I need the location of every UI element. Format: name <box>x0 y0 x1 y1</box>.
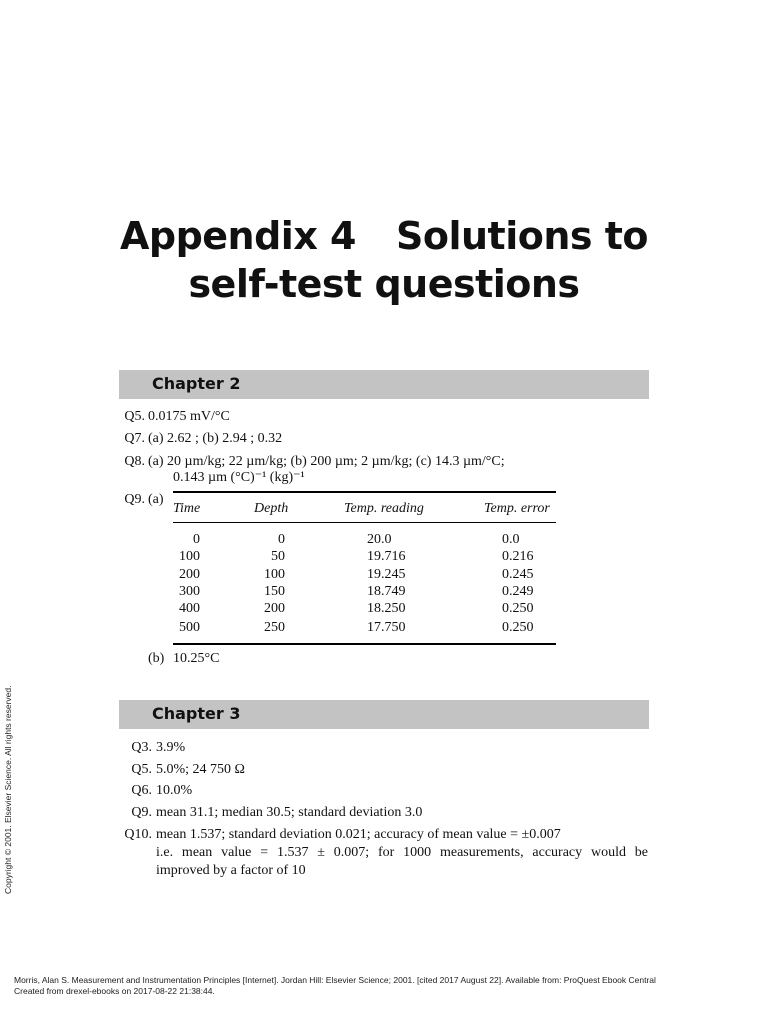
ch2-q9-part-a: (a) <box>148 492 164 507</box>
table-header-time: Time <box>173 501 201 516</box>
ch3-q10-answer-line1: mean 1.537; standard deviation 0.021; accuracy of mean value = ±0.007 <box>156 827 561 842</box>
cell-temp-reading: 18.749 <box>367 584 406 599</box>
ch3-q3-answer: 3.9% <box>156 740 186 755</box>
cell-temp-reading: 19.716 <box>367 549 406 564</box>
cell-time: 500 <box>179 620 200 635</box>
ch2-q7-answer: (a) 2.62 ; (b) 2.94 ; 0.32 <box>148 431 283 446</box>
cell-depth: 50 <box>271 549 285 564</box>
ch2-q9-answer-b: 10.25°C <box>173 651 220 666</box>
cell-temp-error: 0.250 <box>502 601 534 616</box>
cell-time: 300 <box>179 584 200 599</box>
ch3-q5-number: Q5. <box>131 762 152 777</box>
table-top-rule <box>173 491 556 493</box>
title-line2: self-test questions <box>188 262 580 306</box>
ch2-q8-number: Q8. <box>124 454 145 469</box>
chapter-2-heading-bar <box>119 370 649 399</box>
cell-time: 200 <box>179 567 200 582</box>
ch3-q10-number: Q10. <box>124 827 152 842</box>
cell-depth: 250 <box>264 620 285 635</box>
ch2-q9-number: Q9. <box>124 492 145 507</box>
cell-temp-reading: 17.750 <box>367 620 406 635</box>
chapter-3-heading: Chapter 3 <box>152 704 241 723</box>
cell-depth: 100 <box>264 567 285 582</box>
cell-time: 400 <box>179 601 200 616</box>
table-header-temp-error: Temp. error <box>484 501 550 516</box>
table-header-rule <box>173 522 556 523</box>
ch3-q10-answer-line2: i.e. mean value = 1.537 ± 0.007; for 1000 measurements, accuracy would be <box>156 845 648 860</box>
title-line1a: Appendix 4 <box>119 214 356 258</box>
cell-depth: 150 <box>264 584 285 599</box>
ch2-q5-number: Q5. <box>124 409 145 424</box>
ch3-q6-number: Q6. <box>131 783 152 798</box>
citation-footer-line2: Created from drexel-ebooks on 2017-08-22 21:38:44. <box>14 986 215 996</box>
table-header-temp-reading: Temp. reading <box>344 501 424 516</box>
citation-footer-line1: Morris, Alan S. Measurement and Instrumentation Principles [Internet]. Jordan Hill: Elsevier Science; 2001. [cited 2017 August 22]. Available from: ProQuest Ebook Central <box>14 975 656 985</box>
cell-temp-reading: 19.245 <box>367 567 406 582</box>
page-title <box>0 212 768 308</box>
ch3-q9-number: Q9. <box>131 805 152 820</box>
table-header-depth: Depth <box>254 501 289 516</box>
cell-temp-reading: 20.0 <box>367 532 392 547</box>
cell-temp-error: 0.216 <box>502 549 534 564</box>
cell-temp-error: 0.0 <box>502 532 520 547</box>
ch2-q5-answer: 0.0175 mV/°C <box>148 409 230 424</box>
cell-temp-reading: 18.250 <box>367 601 406 616</box>
chapter-2-heading: Chapter 2 <box>152 374 241 393</box>
copyright-notice: Copyright © 2001. Elsevier Science. All rights reserved. <box>3 685 13 894</box>
chapter-3-heading-bar <box>119 700 649 729</box>
cell-depth: 0 <box>278 532 285 547</box>
cell-temp-error: 0.250 <box>502 620 534 635</box>
ch3-q10-answer-line3: improved by a factor of 10 <box>156 863 306 878</box>
cell-temp-error: 0.249 <box>502 584 534 599</box>
ch3-q6-answer: 10.0% <box>156 783 193 798</box>
cell-time: 0 <box>193 532 200 547</box>
table-bottom-rule <box>173 643 556 645</box>
cell-depth: 200 <box>264 601 285 616</box>
ch2-q8-answer-line2: 0.143 µm (°C)⁻¹ (kg)⁻¹ <box>173 470 305 485</box>
ch2-q7-number: Q7. <box>124 431 145 446</box>
title-line1b: Solutions to <box>396 214 649 258</box>
ch2-q8-answer-line1: (a) 20 µm/kg; 22 µm/kg; (b) 200 µm; 2 µm/kg; (c) 14.3 µm/°C; <box>148 454 505 469</box>
ch3-q5-answer: 5.0%; 24 750 Ω <box>156 762 245 777</box>
ch3-q9-answer: mean 31.1; median 30.5; standard deviation 3.0 <box>156 805 423 820</box>
cell-temp-error: 0.245 <box>502 567 534 582</box>
ch3-q3-number: Q3. <box>131 740 152 755</box>
ch2-q9-part-b: (b) <box>148 651 165 666</box>
cell-time: 100 <box>179 549 200 564</box>
